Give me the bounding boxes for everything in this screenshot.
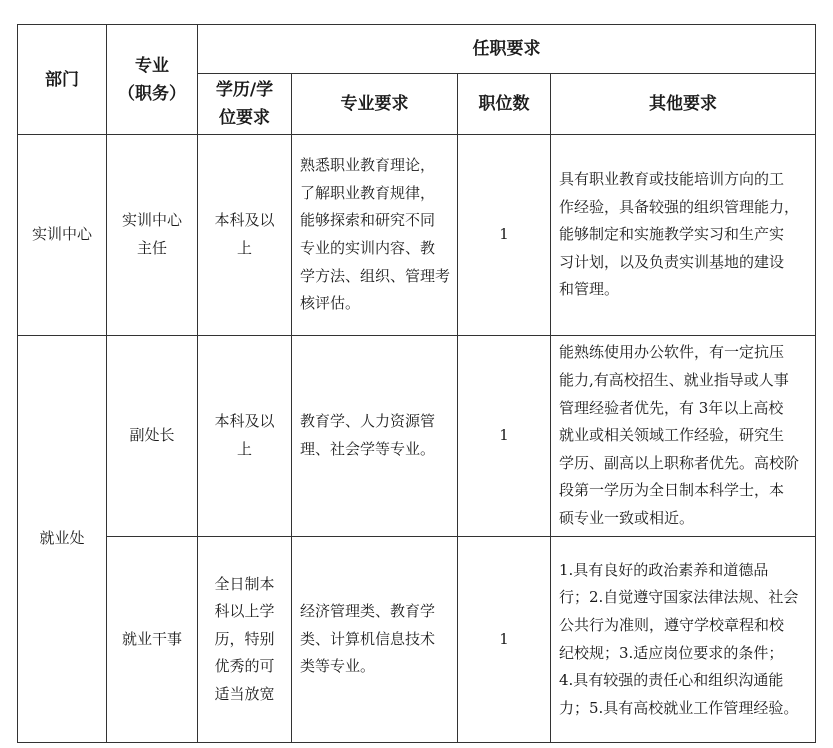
major-req-cell: 熟悉职业教育理论， 了解职业教育规律， 能够探索和研究不同 专业的实训内容、教 学方法、组织、管理考 核评估。: [292, 135, 458, 336]
role-cell: 实训中心 主任: [107, 135, 198, 336]
header-major: 专业 （职务）: [107, 25, 198, 135]
table-row: [18, 537, 816, 743]
dept-cell: 实训中心: [18, 135, 107, 336]
major-req-cell: 教育学、人力资源管 理、社会学等专业。: [292, 336, 458, 537]
role-cell: 副处长: [107, 336, 198, 537]
other-req-cell: 1.具有良好的政治素养和道德品 行；2.自觉遵守国家法律法规、社会 公共行为准则，遵守学校章程和校 纪校规；3.适应岗位要求的条件； 4.具有较强的责任心和组织沟通能 力；5.具有高校就业工作管理经验。: [551, 537, 816, 743]
header-positions: 职位数: [458, 74, 551, 135]
dept-cell: 就业处: [18, 336, 107, 743]
role-cell: 就业干事: [107, 537, 198, 743]
positions-cell: 1: [458, 336, 551, 537]
table-row: [18, 336, 816, 537]
positions-cell: 1: [458, 135, 551, 336]
major-req-cell: 经济管理类、教育学 类、计算机信息技术 类等专业。: [292, 537, 458, 743]
job-requirements-table: [17, 24, 816, 743]
header-other: 其他要求: [551, 74, 816, 135]
positions-cell: 1: [458, 537, 551, 743]
education-cell: 本科及以 上: [198, 336, 292, 537]
header-major-req: 专业要求: [292, 74, 458, 135]
header-row-1: [18, 25, 816, 74]
other-req-cell: 能熟练使用办公软件，有一定抗压 能力,有高校招生、就业指导或人事 管理经验者优先，有 3年以上高校 就业或相关领域工作经验，研究生 学历、副高以上职称者优先。高校阶 段第一学历为全日制本科学士，本 硕专业一致或相近。: [551, 336, 816, 537]
header-dept: 部门: [18, 25, 107, 135]
education-cell: 全日制本 科以上学 历，特别 优秀的可 适当放宽: [198, 537, 292, 743]
other-req-cell: 具有职业教育或技能培训方向的工 作经验，具备较强的组织管理能力， 能够制定和实施教学实习和生产实 习计划，以及负责实训基地的建设 和管理。: [551, 135, 816, 336]
header-requirements: 任职要求: [198, 25, 816, 74]
education-cell: 本科及以 上: [198, 135, 292, 336]
header-education: 学历/学 位要求: [198, 74, 292, 135]
table-row: [18, 135, 816, 336]
